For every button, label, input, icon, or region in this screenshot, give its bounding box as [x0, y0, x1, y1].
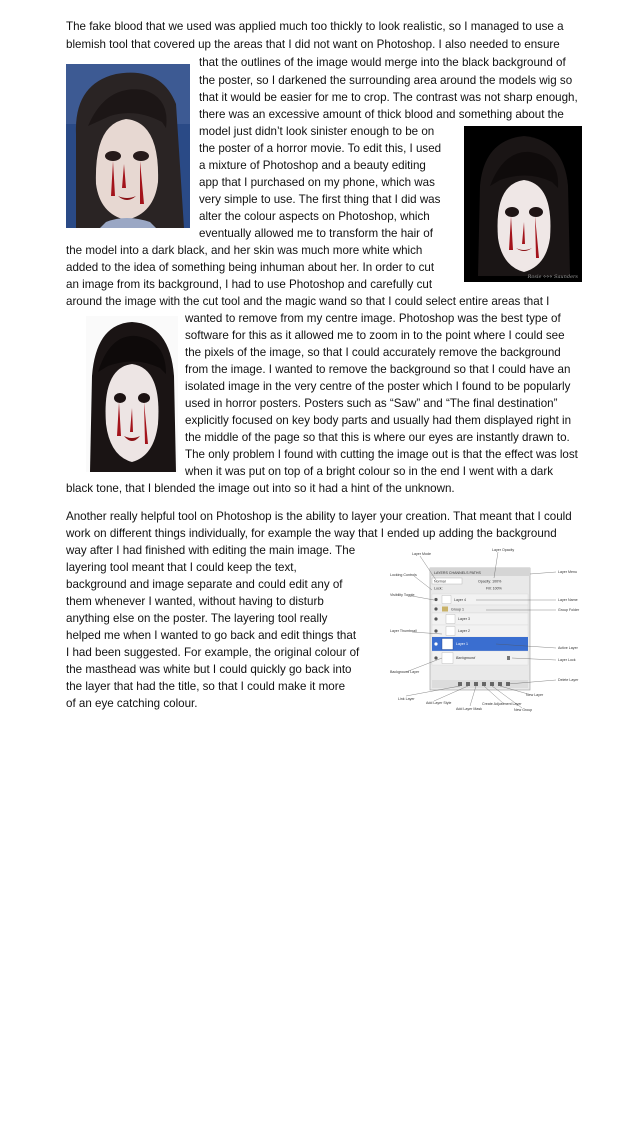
panel-bottom-toolbar	[432, 680, 528, 688]
model-photo-1	[66, 64, 190, 228]
layer-thumbnail	[446, 615, 455, 624]
layer-row[interactable]	[432, 594, 528, 605]
text-line: The fake blood that we used was applied much too thickly to look realistic, so I managed to use a	[66, 20, 564, 33]
text-line: the middle of the page so that this is where our eyes are instantly drawn to.	[185, 431, 570, 444]
callout-label: Delete Layer	[558, 678, 579, 682]
folder-icon	[490, 682, 494, 686]
text-line: black tone, that I blended the image out into so it had a hint of the unknown.	[66, 482, 455, 495]
text-line: work on different things individually, for example the way that I ended up adding the background	[66, 527, 557, 540]
model-photo-3	[86, 316, 178, 472]
layer-name: Background	[456, 656, 476, 660]
text-line: helped me when I wanted to go back and edit things that	[66, 629, 357, 642]
text-line: of an eye catching colour.	[66, 697, 198, 710]
eye-icon	[434, 617, 437, 620]
layer-row[interactable]	[432, 613, 528, 625]
text-line: a mixture of Photoshop and a beauty editing	[199, 159, 426, 172]
model-photo-2	[464, 126, 582, 282]
callout-label: Visibility Toggle	[390, 593, 415, 597]
text-line: there was an excessive amount of thick blood and something about the	[199, 108, 564, 121]
fx-icon	[466, 682, 470, 686]
layer-row[interactable]	[432, 605, 528, 613]
layers-panel-diagram	[386, 544, 582, 716]
new-layer-icon	[498, 682, 502, 686]
text-line: the model into a dark black, and her skin was much more white which	[66, 244, 423, 257]
text-line: the poster of a horror movie. To edit this, I used	[199, 142, 442, 155]
text-line: the poster, so I darkened the surrounding area around the models wig so	[199, 74, 573, 87]
text-line: an image from its background, I had to use Photoshop and carefully cut	[66, 278, 433, 291]
callout-label: Layer Mode	[412, 552, 431, 556]
layer-thumbnail	[442, 596, 451, 604]
text-line: the pixels of the image, so that I could accurately remove the background	[185, 346, 561, 359]
layer-thumbnail	[442, 653, 453, 664]
text-line: explicitly focused on key body parts and usually had them displayed right in	[185, 414, 572, 427]
callout-label: Locking Controls	[390, 573, 417, 577]
text-line: layering tool meant that I could keep the text,	[66, 561, 297, 574]
text-line: that the outlines of the image would merge into the black background of	[199, 56, 566, 69]
eye-icon	[434, 629, 437, 632]
layer-thumbnail	[446, 627, 455, 636]
layer-name: Layer 3	[458, 617, 470, 621]
layers-panel-svg	[386, 544, 582, 716]
text-line: isolated image in the very centre of the poster which I found to be popularly	[185, 380, 571, 393]
text-line: that it would be easier for me to crop. The contrast was not sharp enough,	[199, 91, 578, 104]
folder-icon	[442, 607, 448, 612]
fill-text: Fill: 100%	[486, 586, 502, 591]
callout-label: Background Layer	[390, 670, 420, 674]
layer-row-active[interactable]	[432, 637, 528, 651]
callout-label: Link Layer	[398, 697, 415, 701]
text-line: Another really helpful tool on Photoshop is the ability to layer your creation. That meant that I could	[66, 510, 572, 523]
callout-label: Create Adjustment Layer	[482, 702, 522, 706]
layer-row[interactable]	[432, 625, 528, 637]
callout-label: Layer Lock	[558, 658, 576, 662]
text-line: background and image separate and could edit any of	[66, 578, 343, 591]
text-line: very simple to use. The first thing that I did was	[199, 193, 441, 206]
text-line: wanted to remove from my centre image. Photoshop was the best type of	[185, 312, 561, 325]
text-line: model just didn’t look sinister enough to be on	[199, 125, 435, 138]
callout-label: Add Layer Style	[426, 701, 452, 705]
opacity-text: Opacity: 100%	[478, 579, 502, 584]
text-line: the layer that had the title, so that I could make it more	[66, 680, 346, 693]
text-line: software for this as it allowed me to zoom in to the point where I could see	[185, 329, 565, 342]
callout-label: Layer Name	[558, 598, 578, 602]
callout-label: Active Layer	[558, 646, 578, 650]
callout-label: New Group	[514, 708, 533, 712]
callout-label: New Layer	[526, 693, 544, 697]
eye-icon	[434, 656, 437, 659]
callout-label: Add Layer Mask	[456, 707, 482, 711]
eye-icon	[434, 607, 437, 610]
text-line: used in horror posters. Posters such as “Saw” and “The final destination”	[185, 397, 558, 410]
layer-thumbnail	[442, 639, 453, 650]
text-line: added to the idea of something being inhuman about her. In order to cut	[66, 261, 435, 274]
eye-icon	[434, 642, 437, 645]
text-line: blemish tool that covered up the areas that I did not want on Photoshop. I also needed to ensure	[66, 38, 560, 51]
text-line: way after I had finished with editing the main image. The	[66, 544, 356, 557]
lock-icon	[507, 656, 510, 660]
text-line: The only problem I found with cutting the image out is that the effect was lost	[185, 448, 578, 461]
layer-name: Group 1	[451, 607, 464, 612]
text-line: the masthead was white but I could quickly go back into	[66, 663, 352, 676]
text-line: them whenever I wanted, without having to disturb	[66, 595, 324, 608]
text-line: alter the colour aspects on Photoshop, which	[199, 210, 430, 223]
text-line: when it was put on top of a bright colour so in the end I went with a dark	[185, 465, 553, 478]
callout-label: Layer Opacity	[492, 548, 515, 552]
layer-name: Layer 4	[454, 598, 466, 602]
callout-label: Layer Menu	[558, 570, 577, 574]
callout-label: Layer Thumbnail	[390, 629, 417, 633]
text-line: from the image. I wanted to remove the background so that I could have an	[185, 363, 571, 376]
photo-watermark: Rosie ⋄⋄⋄ Saunders	[527, 274, 578, 280]
blend-mode-text: Normal	[434, 579, 446, 584]
text-line: eventually allowed me to transform the hair of	[199, 227, 433, 240]
panel-tabs-text: LAYERS CHANNELS PATHS	[434, 571, 481, 575]
lock-text: Lock:	[434, 586, 443, 591]
text-line: anything else on the poster. The layering tool really	[66, 612, 328, 625]
text-line: app that I purchased on my phone, which was	[199, 176, 435, 189]
eye-icon	[434, 598, 437, 601]
link-icon	[458, 682, 462, 686]
text-line: I had been suggested. For example, the original colour of	[66, 646, 360, 659]
layer-name: Layer 2	[458, 629, 470, 633]
text-line: around the image with the cut tool and the magic wand so that I could select entire areas that I	[66, 295, 550, 308]
adjustment-icon	[482, 682, 486, 686]
callout-label: Group Folder	[558, 608, 580, 612]
mask-icon	[474, 682, 478, 686]
layer-name: Layer 1	[456, 642, 468, 646]
